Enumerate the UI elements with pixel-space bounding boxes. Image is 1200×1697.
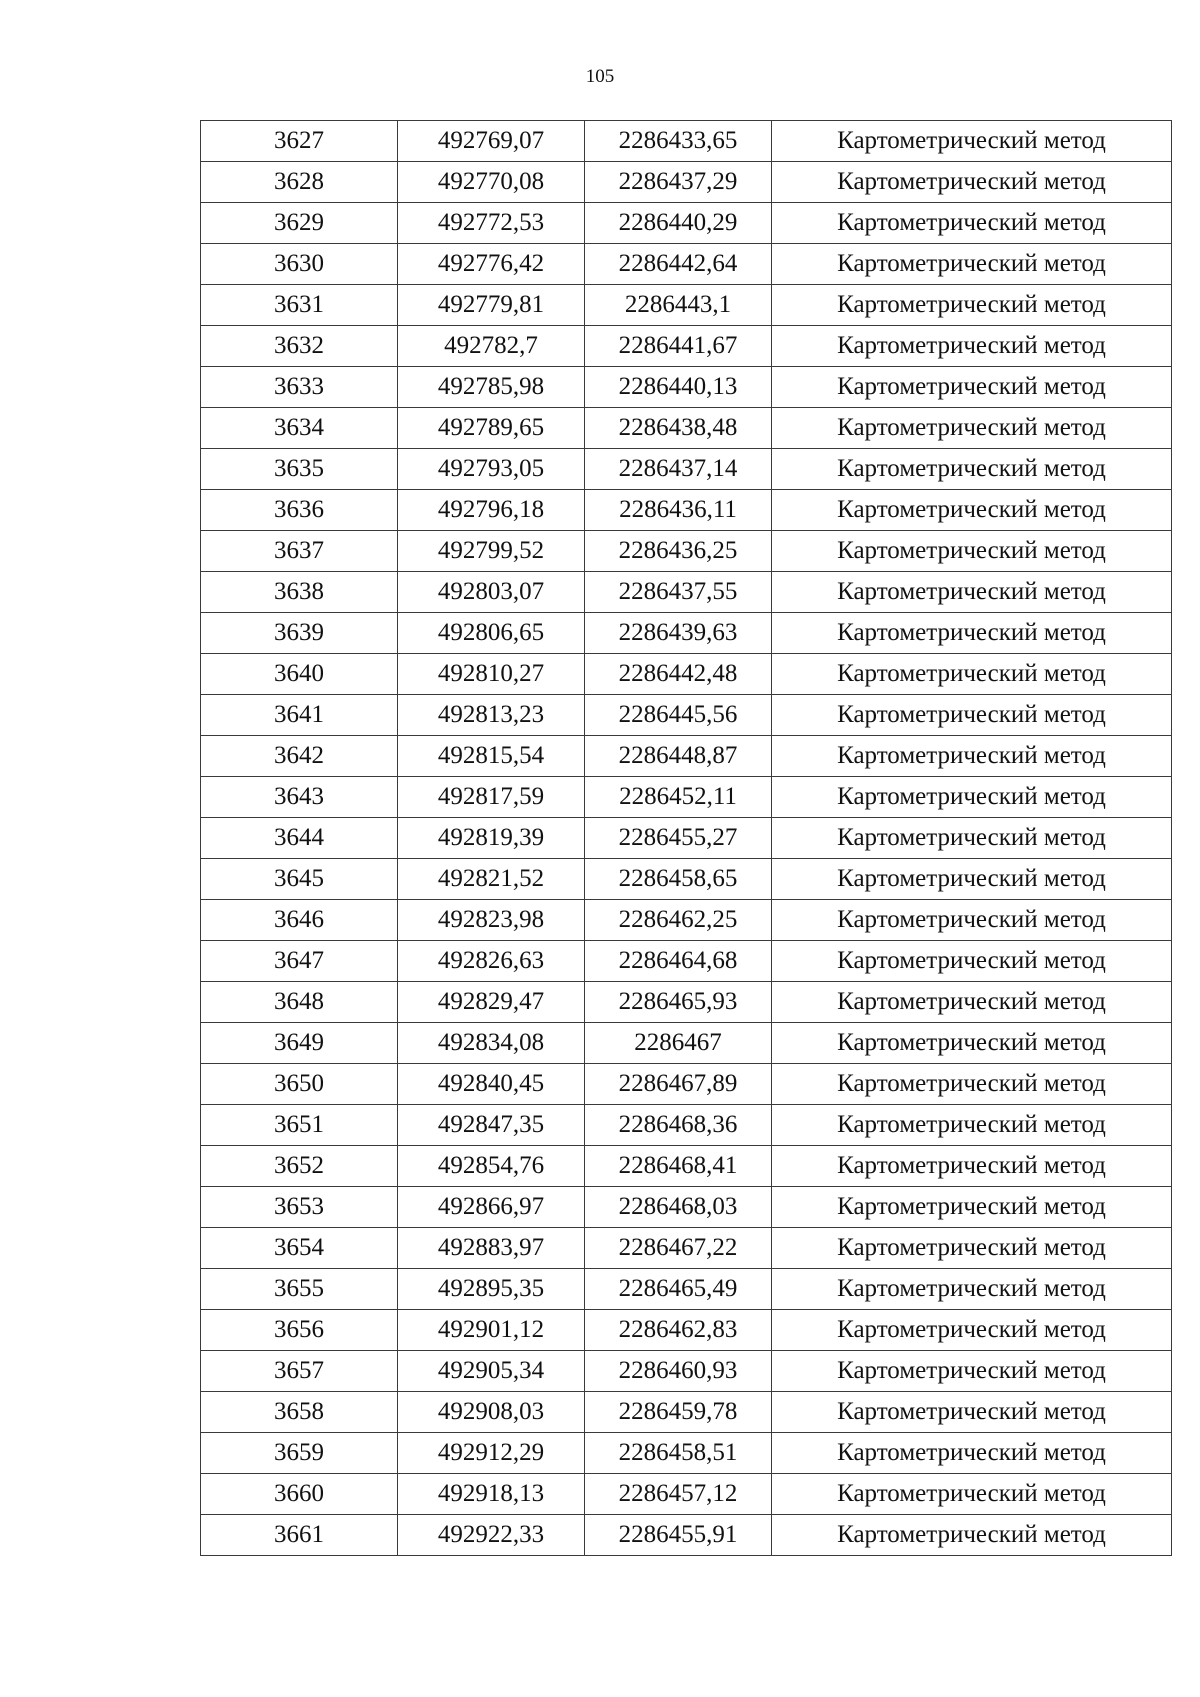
point-number-cell: 3633 <box>201 367 398 408</box>
method-cell: Картометрический метод <box>772 449 1172 490</box>
x-coordinate-cell: 492810,27 <box>398 654 585 695</box>
table-row <box>201 367 1172 408</box>
y-coordinate-cell: 2286467 <box>585 1023 772 1064</box>
point-number-cell: 3644 <box>201 818 398 859</box>
y-coordinate-cell: 2286442,48 <box>585 654 772 695</box>
x-coordinate-cell: 492782,7 <box>398 326 585 367</box>
method-cell: Картометрический метод <box>772 531 1172 572</box>
method-cell: Картометрический метод <box>772 777 1172 818</box>
y-coordinate-cell: 2286455,91 <box>585 1515 772 1556</box>
x-coordinate-cell: 492866,97 <box>398 1187 585 1228</box>
table-row <box>201 490 1172 531</box>
table-row <box>201 1310 1172 1351</box>
method-cell: Картометрический метод <box>772 1392 1172 1433</box>
x-coordinate-cell: 492770,08 <box>398 162 585 203</box>
table-row <box>201 285 1172 326</box>
method-cell: Картометрический метод <box>772 941 1172 982</box>
y-coordinate-cell: 2286468,03 <box>585 1187 772 1228</box>
point-number-cell: 3640 <box>201 654 398 695</box>
table-row <box>201 1187 1172 1228</box>
y-coordinate-cell: 2286436,11 <box>585 490 772 531</box>
y-coordinate-cell: 2286436,25 <box>585 531 772 572</box>
point-number-cell: 3655 <box>201 1269 398 1310</box>
x-coordinate-cell: 492854,76 <box>398 1146 585 1187</box>
x-coordinate-cell: 492793,05 <box>398 449 585 490</box>
point-number-cell: 3627 <box>201 121 398 162</box>
method-cell: Картометрический метод <box>772 244 1172 285</box>
x-coordinate-cell: 492817,59 <box>398 777 585 818</box>
table-row <box>201 1351 1172 1392</box>
y-coordinate-cell: 2286468,36 <box>585 1105 772 1146</box>
y-coordinate-cell: 2286448,87 <box>585 736 772 777</box>
x-coordinate-cell: 492779,81 <box>398 285 585 326</box>
y-coordinate-cell: 2286462,83 <box>585 1310 772 1351</box>
point-number-cell: 3657 <box>201 1351 398 1392</box>
table-row <box>201 654 1172 695</box>
table-row <box>201 1474 1172 1515</box>
table-row <box>201 613 1172 654</box>
page-number: 105 <box>585 66 615 87</box>
method-cell: Картометрический метод <box>772 1187 1172 1228</box>
method-cell: Картометрический метод <box>772 982 1172 1023</box>
y-coordinate-cell: 2286433,65 <box>585 121 772 162</box>
x-coordinate-cell: 492803,07 <box>398 572 585 613</box>
point-number-cell: 3639 <box>201 613 398 654</box>
y-coordinate-cell: 2286465,93 <box>585 982 772 1023</box>
table-row <box>201 941 1172 982</box>
method-cell: Картометрический метод <box>772 162 1172 203</box>
point-number-cell: 3642 <box>201 736 398 777</box>
method-cell: Картометрический метод <box>772 121 1172 162</box>
x-coordinate-cell: 492799,52 <box>398 531 585 572</box>
table-row <box>201 777 1172 818</box>
method-cell: Картометрический метод <box>772 1105 1172 1146</box>
table-row <box>201 1433 1172 1474</box>
y-coordinate-cell: 2286441,67 <box>585 326 772 367</box>
method-cell: Картометрический метод <box>772 1515 1172 1556</box>
y-coordinate-cell: 2286459,78 <box>585 1392 772 1433</box>
x-coordinate-cell: 492905,34 <box>398 1351 585 1392</box>
x-coordinate-cell: 492821,52 <box>398 859 585 900</box>
y-coordinate-cell: 2286442,64 <box>585 244 772 285</box>
x-coordinate-cell: 492785,98 <box>398 367 585 408</box>
point-number-cell: 3632 <box>201 326 398 367</box>
table-row <box>201 736 1172 777</box>
method-cell: Картометрический метод <box>772 408 1172 449</box>
y-coordinate-cell: 2286465,49 <box>585 1269 772 1310</box>
method-cell: Картометрический метод <box>772 1023 1172 1064</box>
y-coordinate-cell: 2286468,41 <box>585 1146 772 1187</box>
y-coordinate-cell: 2286437,14 <box>585 449 772 490</box>
method-cell: Картометрический метод <box>772 1474 1172 1515</box>
x-coordinate-cell: 492840,45 <box>398 1064 585 1105</box>
coordinates-table <box>200 120 1172 1556</box>
x-coordinate-cell: 492769,07 <box>398 121 585 162</box>
x-coordinate-cell: 492806,65 <box>398 613 585 654</box>
method-cell: Картометрический метод <box>772 613 1172 654</box>
x-coordinate-cell: 492912,29 <box>398 1433 585 1474</box>
point-number-cell: 3652 <box>201 1146 398 1187</box>
table-row <box>201 531 1172 572</box>
y-coordinate-cell: 2286440,29 <box>585 203 772 244</box>
point-number-cell: 3661 <box>201 1515 398 1556</box>
table-row <box>201 1269 1172 1310</box>
method-cell: Картометрический метод <box>772 818 1172 859</box>
table-row <box>201 408 1172 449</box>
x-coordinate-cell: 492796,18 <box>398 490 585 531</box>
y-coordinate-cell: 2286462,25 <box>585 900 772 941</box>
y-coordinate-cell: 2286467,89 <box>585 1064 772 1105</box>
method-cell: Картометрический метод <box>772 1228 1172 1269</box>
x-coordinate-cell: 492789,65 <box>398 408 585 449</box>
y-coordinate-cell: 2286443,1 <box>585 285 772 326</box>
y-coordinate-cell: 2286458,65 <box>585 859 772 900</box>
point-number-cell: 3653 <box>201 1187 398 1228</box>
method-cell: Картометрический метод <box>772 1351 1172 1392</box>
table-row <box>201 449 1172 490</box>
table-row <box>201 1392 1172 1433</box>
method-cell: Картометрический метод <box>772 367 1172 408</box>
x-coordinate-cell: 492922,33 <box>398 1515 585 1556</box>
point-number-cell: 3638 <box>201 572 398 613</box>
point-number-cell: 3658 <box>201 1392 398 1433</box>
table-row <box>201 1105 1172 1146</box>
y-coordinate-cell: 2286440,13 <box>585 367 772 408</box>
point-number-cell: 3643 <box>201 777 398 818</box>
x-coordinate-cell: 492815,54 <box>398 736 585 777</box>
x-coordinate-cell: 492819,39 <box>398 818 585 859</box>
x-coordinate-cell: 492776,42 <box>398 244 585 285</box>
method-cell: Картометрический метод <box>772 1064 1172 1105</box>
point-number-cell: 3660 <box>201 1474 398 1515</box>
table-row <box>201 982 1172 1023</box>
point-number-cell: 3634 <box>201 408 398 449</box>
table-row <box>201 162 1172 203</box>
y-coordinate-cell: 2286437,29 <box>585 162 772 203</box>
point-number-cell: 3635 <box>201 449 398 490</box>
x-coordinate-cell: 492847,35 <box>398 1105 585 1146</box>
point-number-cell: 3650 <box>201 1064 398 1105</box>
point-number-cell: 3641 <box>201 695 398 736</box>
point-number-cell: 3656 <box>201 1310 398 1351</box>
x-coordinate-cell: 492823,98 <box>398 900 585 941</box>
point-number-cell: 3659 <box>201 1433 398 1474</box>
point-number-cell: 3628 <box>201 162 398 203</box>
table-row <box>201 859 1172 900</box>
method-cell: Картометрический метод <box>772 572 1172 613</box>
x-coordinate-cell: 492813,23 <box>398 695 585 736</box>
method-cell: Картометрический метод <box>772 285 1172 326</box>
y-coordinate-cell: 2286460,93 <box>585 1351 772 1392</box>
x-coordinate-cell: 492883,97 <box>398 1228 585 1269</box>
method-cell: Картометрический метод <box>772 1269 1172 1310</box>
table-row <box>201 1023 1172 1064</box>
y-coordinate-cell: 2286457,12 <box>585 1474 772 1515</box>
point-number-cell: 3654 <box>201 1228 398 1269</box>
table-row <box>201 1228 1172 1269</box>
point-number-cell: 3631 <box>201 285 398 326</box>
point-number-cell: 3651 <box>201 1105 398 1146</box>
method-cell: Картометрический метод <box>772 326 1172 367</box>
point-number-cell: 3637 <box>201 531 398 572</box>
point-number-cell: 3629 <box>201 203 398 244</box>
x-coordinate-cell: 492908,03 <box>398 1392 585 1433</box>
table-row <box>201 818 1172 859</box>
method-cell: Картометрический метод <box>772 654 1172 695</box>
method-cell: Картометрический метод <box>772 1433 1172 1474</box>
method-cell: Картометрический метод <box>772 695 1172 736</box>
method-cell: Картометрический метод <box>772 736 1172 777</box>
method-cell: Картометрический метод <box>772 203 1172 244</box>
table-row <box>201 244 1172 285</box>
point-number-cell: 3630 <box>201 244 398 285</box>
y-coordinate-cell: 2286455,27 <box>585 818 772 859</box>
x-coordinate-cell: 492829,47 <box>398 982 585 1023</box>
table-row <box>201 1064 1172 1105</box>
y-coordinate-cell: 2286467,22 <box>585 1228 772 1269</box>
table-row <box>201 1515 1172 1556</box>
method-cell: Картометрический метод <box>772 490 1172 531</box>
method-cell: Картометрический метод <box>772 900 1172 941</box>
y-coordinate-cell: 2286439,63 <box>585 613 772 654</box>
x-coordinate-cell: 492826,63 <box>398 941 585 982</box>
point-number-cell: 3636 <box>201 490 398 531</box>
table-row <box>201 900 1172 941</box>
x-coordinate-cell: 492895,35 <box>398 1269 585 1310</box>
y-coordinate-cell: 2286445,56 <box>585 695 772 736</box>
table-row <box>201 572 1172 613</box>
method-cell: Картометрический метод <box>772 1146 1172 1187</box>
table-row <box>201 121 1172 162</box>
point-number-cell: 3646 <box>201 900 398 941</box>
x-coordinate-cell: 492901,12 <box>398 1310 585 1351</box>
table-row <box>201 1146 1172 1187</box>
method-cell: Картометрический метод <box>772 1310 1172 1351</box>
x-coordinate-cell: 492772,53 <box>398 203 585 244</box>
y-coordinate-cell: 2286452,11 <box>585 777 772 818</box>
point-number-cell: 3645 <box>201 859 398 900</box>
table-row <box>201 203 1172 244</box>
coordinates-table-body <box>201 121 1172 1556</box>
x-coordinate-cell: 492834,08 <box>398 1023 585 1064</box>
table-row <box>201 326 1172 367</box>
y-coordinate-cell: 2286438,48 <box>585 408 772 449</box>
point-number-cell: 3647 <box>201 941 398 982</box>
x-coordinate-cell: 492918,13 <box>398 1474 585 1515</box>
y-coordinate-cell: 2286464,68 <box>585 941 772 982</box>
table-row <box>201 695 1172 736</box>
point-number-cell: 3648 <box>201 982 398 1023</box>
point-number-cell: 3649 <box>201 1023 398 1064</box>
y-coordinate-cell: 2286458,51 <box>585 1433 772 1474</box>
method-cell: Картометрический метод <box>772 859 1172 900</box>
y-coordinate-cell: 2286437,55 <box>585 572 772 613</box>
